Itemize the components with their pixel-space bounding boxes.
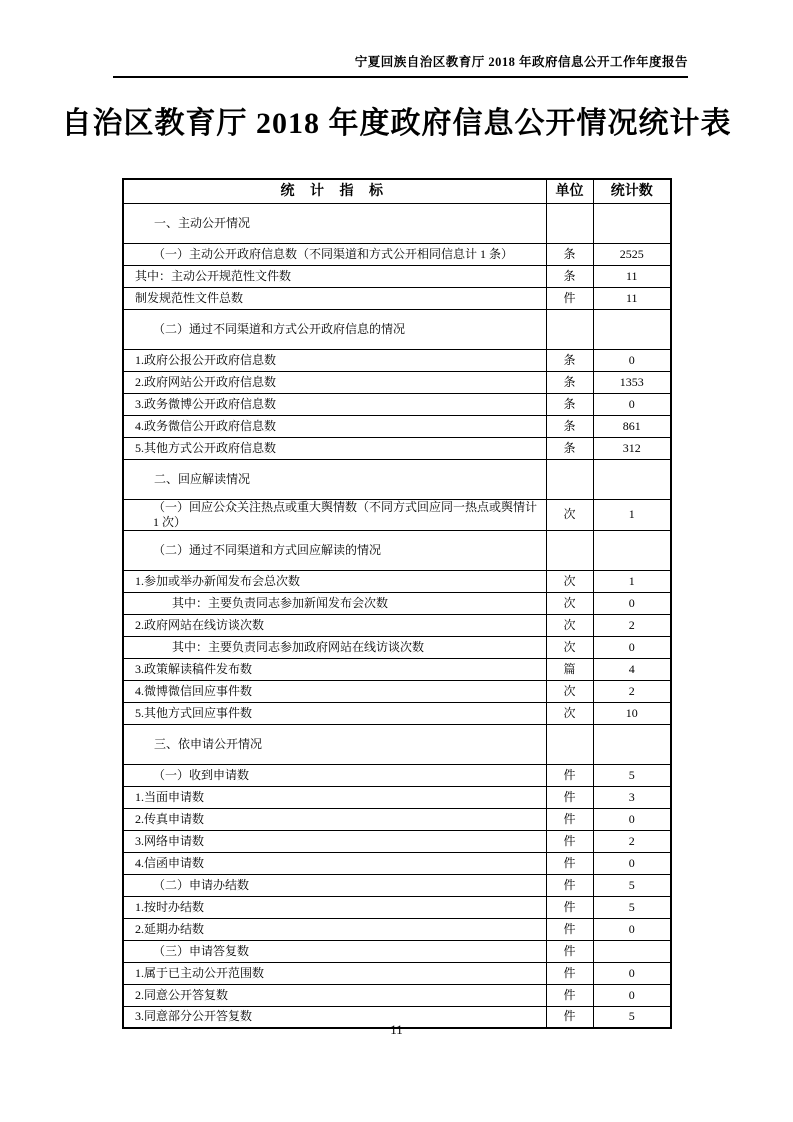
table-row [123, 415, 671, 437]
value-cell: 0 [593, 918, 671, 940]
unit-cell: 次 [546, 499, 593, 530]
table-header [123, 179, 671, 203]
unit-cell: 次 [546, 680, 593, 702]
table-header-row [123, 179, 671, 203]
unit-cell: 次 [546, 592, 593, 614]
unit-cell: 件 [546, 918, 593, 940]
unit-cell [546, 724, 593, 764]
indicator-cell: 2.延期办结数 [123, 918, 546, 940]
table-row [123, 808, 671, 830]
indicator-cell: 1.按时办结数 [123, 896, 546, 918]
table-row [123, 724, 671, 764]
page-number: 11 [390, 1022, 403, 1037]
value-cell: 312 [593, 437, 671, 459]
unit-cell: 件 [546, 808, 593, 830]
unit-cell: 件 [546, 852, 593, 874]
unit-cell: 次 [546, 570, 593, 592]
unit-cell: 次 [546, 614, 593, 636]
table-row [123, 702, 671, 724]
unit-cell [546, 309, 593, 349]
table-row [123, 984, 671, 1006]
indicator-cell: 其中：主动公开规范性文件数 [123, 265, 546, 287]
indicator-cell: 3.政策解读稿件发布数 [123, 658, 546, 680]
value-cell: 1 [593, 570, 671, 592]
indicator-cell: 2.政府网站在线访谈次数 [123, 614, 546, 636]
table-row [123, 243, 671, 265]
stats-table-body [123, 203, 671, 1028]
table-row [123, 437, 671, 459]
indicator-cell: 2.传真申请数 [123, 808, 546, 830]
unit-cell: 条 [546, 243, 593, 265]
value-cell [593, 940, 671, 962]
value-cell: 0 [593, 592, 671, 614]
indicator-cell: 5.其他方式回应事件数 [123, 702, 546, 724]
unit-cell: 篇 [546, 658, 593, 680]
unit-cell: 件 [546, 786, 593, 808]
table-row [123, 570, 671, 592]
table-row [123, 459, 671, 499]
column-header-unit: 单位 [546, 179, 593, 203]
indicator-cell: 一、主动公开情况 [123, 203, 546, 243]
unit-cell [546, 203, 593, 243]
table-row [123, 349, 671, 371]
indicator-cell: 2.政府网站公开政府信息数 [123, 371, 546, 393]
table-row [123, 371, 671, 393]
unit-cell: 件 [546, 874, 593, 896]
unit-cell: 条 [546, 437, 593, 459]
indicator-cell: （一）回应公众关注热点或重大舆情数（不同方式回应同一热点或舆情计 1 次） [123, 499, 546, 530]
table-row [123, 203, 671, 243]
value-cell: 5 [593, 1006, 671, 1028]
value-cell [593, 203, 671, 243]
unit-cell [546, 459, 593, 499]
unit-cell: 件 [546, 896, 593, 918]
unit-cell [546, 530, 593, 570]
indicator-cell: 4.微博微信回应事件数 [123, 680, 546, 702]
unit-cell: 件 [546, 1006, 593, 1028]
indicator-cell: （一）主动公开政府信息数（不同渠道和方式公开相同信息计 1 条） [123, 243, 546, 265]
column-header-indicator: 统 计 指 标 [123, 179, 546, 203]
indicator-cell: 制发规范性文件总数 [123, 287, 546, 309]
table-row [123, 499, 671, 530]
value-cell: 3 [593, 786, 671, 808]
table-row [123, 287, 671, 309]
table-row [123, 265, 671, 287]
table-row [123, 830, 671, 852]
indicator-cell: （二）通过不同渠道和方式回应解读的情况 [123, 530, 546, 570]
unit-cell: 次 [546, 636, 593, 658]
unit-cell: 条 [546, 349, 593, 371]
indicator-cell: 4.信函申请数 [123, 852, 546, 874]
unit-cell: 条 [546, 265, 593, 287]
indicator-cell: 其中：主要负责同志参加新闻发布会次数 [123, 592, 546, 614]
value-cell [593, 530, 671, 570]
value-cell: 10 [593, 702, 671, 724]
indicator-cell: 三、依申请公开情况 [123, 724, 546, 764]
unit-cell: 件 [546, 962, 593, 984]
value-cell [593, 309, 671, 349]
table-row [123, 636, 671, 658]
table-row [123, 764, 671, 786]
indicator-cell: 2.同意公开答复数 [123, 984, 546, 1006]
page-title: 自治区教育厅 2018 年度政府信息公开情况统计表 [61, 107, 732, 140]
table-row [123, 918, 671, 940]
indicator-cell: 1.政府公报公开政府信息数 [123, 349, 546, 371]
value-cell: 5 [593, 896, 671, 918]
indicator-cell: （三）申请答复数 [123, 940, 546, 962]
column-header-count: 统计数 [593, 179, 671, 203]
value-cell: 861 [593, 415, 671, 437]
value-cell: 4 [593, 658, 671, 680]
table-row [123, 309, 671, 349]
table-row [123, 786, 671, 808]
table-row [123, 852, 671, 874]
unit-cell: 条 [546, 415, 593, 437]
unit-cell: 件 [546, 287, 593, 309]
unit-cell: 条 [546, 371, 593, 393]
indicator-cell: 1.参加或举办新闻发布会总次数 [123, 570, 546, 592]
indicator-cell: （一）收到申请数 [123, 764, 546, 786]
value-cell: 0 [593, 962, 671, 984]
value-cell: 11 [593, 287, 671, 309]
value-cell: 2525 [593, 243, 671, 265]
value-cell: 2 [593, 614, 671, 636]
indicator-cell: （二）申请办结数 [123, 874, 546, 896]
indicator-cell: 3.同意部分公开答复数 [123, 1006, 546, 1028]
indicator-cell: 1.当面申请数 [123, 786, 546, 808]
indicator-cell: 4.政务微信公开政府信息数 [123, 415, 546, 437]
indicator-cell: （二）通过不同渠道和方式公开政府信息的情况 [123, 309, 546, 349]
table-row [123, 393, 671, 415]
value-cell: 1 [593, 499, 671, 530]
unit-cell: 件 [546, 940, 593, 962]
running-header: 宁夏回族自治区教育厅 2018 年政府信息公开工作年度报告 [113, 52, 688, 78]
value-cell: 0 [593, 808, 671, 830]
table-row [123, 680, 671, 702]
table-row [123, 874, 671, 896]
indicator-cell: 5.其他方式公开政府信息数 [123, 437, 546, 459]
value-cell: 5 [593, 874, 671, 896]
unit-cell: 件 [546, 764, 593, 786]
value-cell [593, 724, 671, 764]
unit-cell: 次 [546, 702, 593, 724]
unit-cell: 条 [546, 393, 593, 415]
table-row [123, 592, 671, 614]
indicator-cell: 其中：主要负责同志参加政府网站在线访谈次数 [123, 636, 546, 658]
value-cell: 5 [593, 764, 671, 786]
unit-cell: 件 [546, 830, 593, 852]
value-cell: 2 [593, 830, 671, 852]
value-cell: 0 [593, 349, 671, 371]
value-cell: 0 [593, 984, 671, 1006]
table-row [123, 962, 671, 984]
indicator-cell: 1.属于已主动公开范围数 [123, 962, 546, 984]
table-row [123, 658, 671, 680]
indicator-cell: 3.政务微博公开政府信息数 [123, 393, 546, 415]
unit-cell: 件 [546, 984, 593, 1006]
indicator-cell: 二、回应解读情况 [123, 459, 546, 499]
value-cell: 0 [593, 636, 671, 658]
value-cell: 1353 [593, 371, 671, 393]
value-cell: 2 [593, 680, 671, 702]
value-cell: 0 [593, 852, 671, 874]
statistics-table [122, 178, 672, 1029]
table-row [123, 530, 671, 570]
table-row [123, 896, 671, 918]
value-cell [593, 459, 671, 499]
value-cell: 0 [593, 393, 671, 415]
value-cell: 11 [593, 265, 671, 287]
table-row [123, 614, 671, 636]
table-row [123, 940, 671, 962]
indicator-cell: 3.网络申请数 [123, 830, 546, 852]
